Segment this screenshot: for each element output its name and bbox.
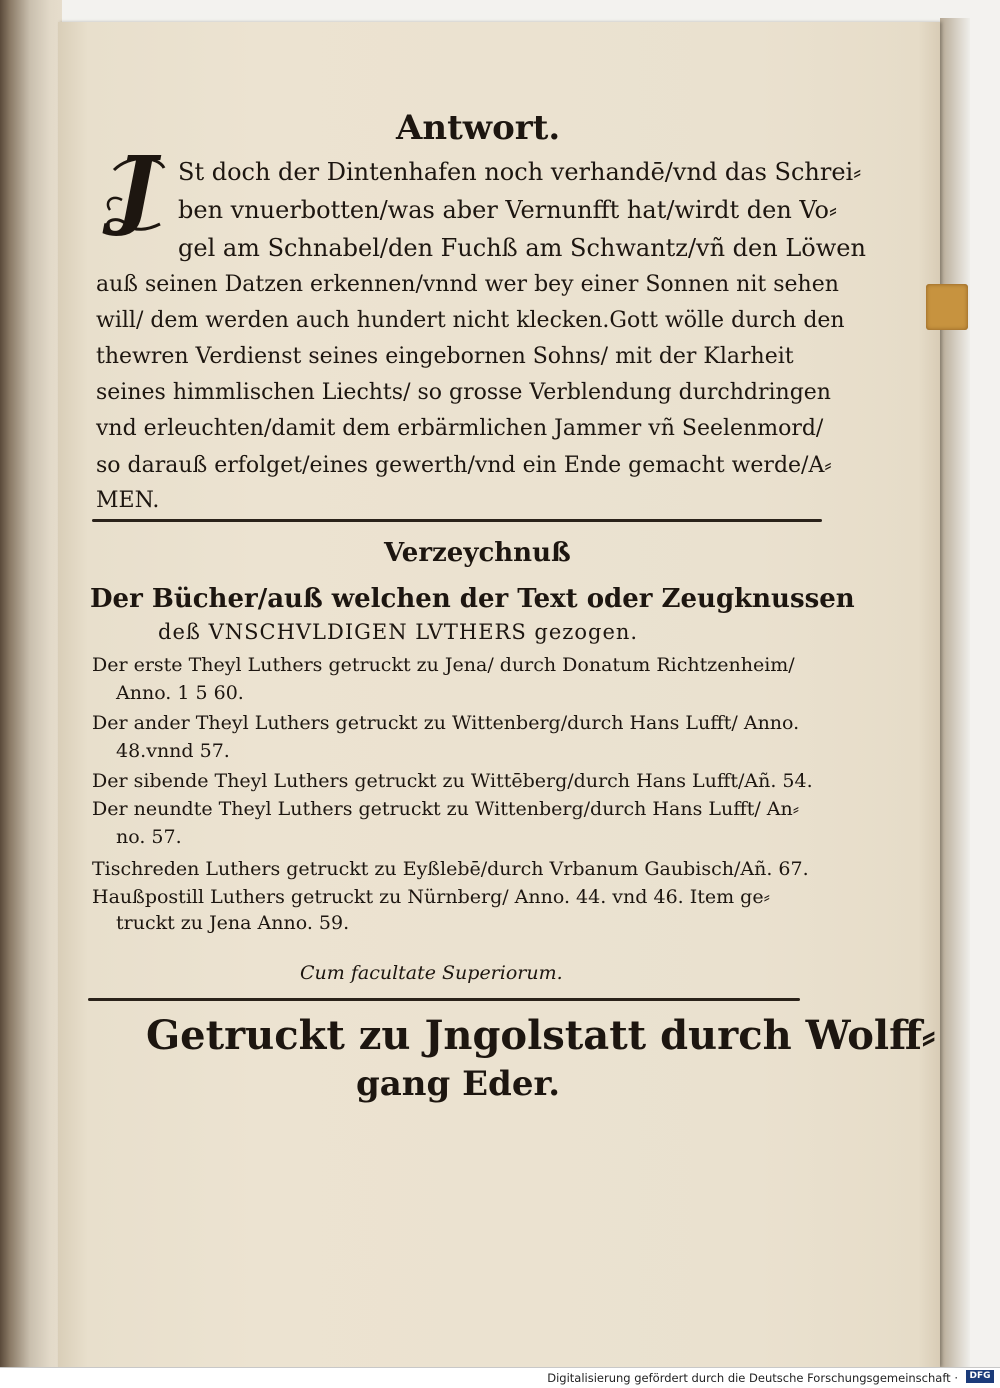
imprint-line: gang Eder. [356, 1064, 561, 1104]
book-list-line: 48.vnnd 57. [116, 740, 230, 762]
section-subtitle: deß VNSCHVLDIGEN LVTHERS gezogen. [158, 620, 639, 644]
body-line: ben vnuerbotten/was aber Vernunfft hat/wirdt den Vo⸗ [178, 196, 837, 224]
imprint-line: Getruckt zu Jngolstatt durch Wolff⸗ [146, 1012, 936, 1059]
body-line: auß seinen Datzen erkennen/vnnd wer bey einer Sonnen nit sehen [96, 272, 839, 297]
body-line: MEN. [96, 488, 160, 513]
page-edge [940, 18, 970, 1367]
body-line: St doch der Dintenhafen noch verhandē/vnd das Schrei⸗ [178, 158, 862, 186]
cum-facultate: Cum facultate Superiorum. [300, 962, 563, 984]
divider-rule [88, 998, 800, 1001]
page-tab-marker [926, 284, 968, 330]
divider-rule [92, 519, 822, 522]
book-list-line: truckt zu Jena Anno. 59. [116, 912, 350, 934]
page-heading: Antwort. [396, 108, 561, 148]
body-line: vnd erleuchten/damit dem erbärmlichen Jammer vñ Seelenmord/ [96, 416, 824, 441]
book-list-line: Der sibende Theyl Luthers getruckt zu Wittēberg/durch Hans Lufft/Añ. 54. [92, 770, 813, 792]
book-list-line: no. 57. [116, 826, 182, 848]
body-line: thewren Verdienst seines eingebornen Sohns/ mit der Klarheit [96, 344, 794, 369]
body-line: gel am Schnabel/den Fuchß am Schwantz/vñ den Löwen [178, 234, 866, 262]
dropcap-letter: J [116, 138, 157, 239]
book-gutter [0, 0, 62, 1367]
book-list-line: Der erste Theyl Luthers getruckt zu Jena/ durch Donatum Richtzenheim/ [92, 654, 795, 676]
body-line: will/ dem werden auch hundert nicht klecken.Gott wölle durch den [96, 308, 845, 333]
book-list-line: Tischreden Luthers getruckt zu Eyßlebē/durch Vrbanum Gaubisch/Añ. 67. [92, 858, 809, 880]
body-line: so darauß erfolget/eines gewerth/vnd ein Ende gemacht werde/A⸗ [96, 453, 832, 478]
section-title: Verzeychnuß [384, 538, 571, 568]
dfg-logo: DFG [966, 1370, 994, 1383]
book-list-line: Der neundte Theyl Luthers getruckt zu Wittenberg/durch Hans Lufft/ An⸗ [92, 798, 800, 820]
book-list-line: Anno. 1 5 60. [116, 682, 244, 704]
section-subtitle: Der Bücher/auß welchen der Text oder Zeugknussen [90, 584, 855, 614]
body-line: seines himmlischen Liechts/ so grosse Verblendung durchdringen [96, 380, 831, 405]
footer-credit: Digitalisierung gefördert durch die Deutsche Forschungsgemeinschaft · [547, 1371, 958, 1385]
book-list-line: Der ander Theyl Luthers getruckt zu Wittenberg/durch Hans Lufft/ Anno. [92, 712, 800, 734]
book-list-line: Haußpostill Luthers getruckt zu Nürnberg/ Anno. 44. vnd 46. Item ge⸗ [92, 886, 770, 908]
